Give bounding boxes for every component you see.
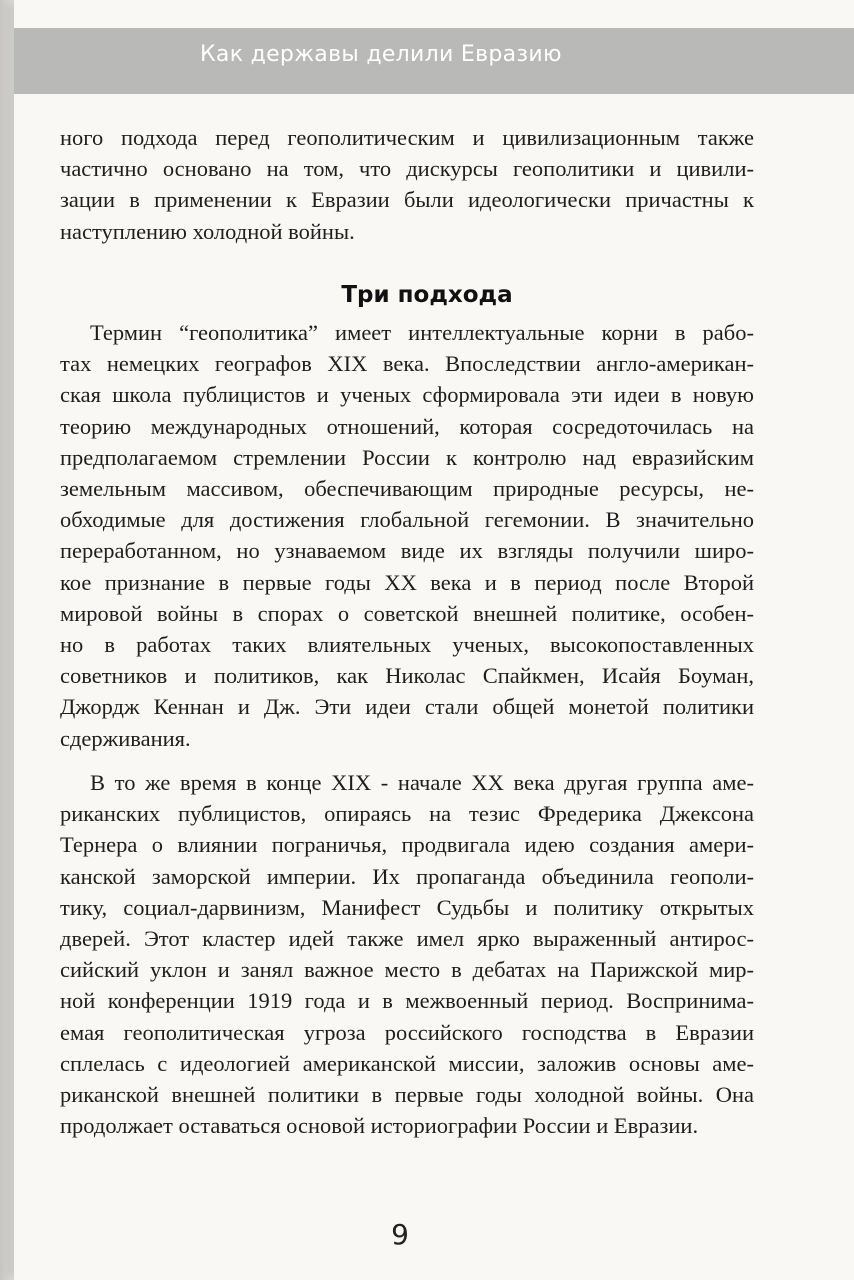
section-heading: Три подхода <box>341 282 513 308</box>
text-line: риканских публицистов, опираясь на тезис Фредерика Джексона <box>60 801 754 827</box>
text-line: советников и политиков, как Николас Спайкмен, Исайя Боуман, <box>60 663 754 689</box>
text-line: мировой войны в спорах о советской внешней политике, особен- <box>60 600 754 626</box>
text-line: ская школа публицистов и ученых сформировала эти идеи в новую <box>60 382 754 408</box>
intro-text <box>60 122 754 247</box>
text-line: сдерживания. <box>60 725 191 751</box>
text-line: продолжает оставаться основой историографии России и Евразии. <box>60 1113 699 1139</box>
text-line: емая геополитическая угроза российского господства в Евразии <box>60 1019 754 1045</box>
text-line: Термин “геополитика” имеет интеллектуальные корни в рабо- <box>90 320 754 345</box>
text-line: тику, социал-дарвинизм, Манифест Судьбы и политику открытых <box>60 894 754 920</box>
text-line: В то же время в конце XIX - начале XX века другая группа аме- <box>90 770 754 795</box>
running-header-title: Как державы делили Евразию <box>200 42 562 67</box>
paragraph-2 <box>60 767 754 1141</box>
text-line: ного подхода перед геополитическим и цивилизационным также <box>60 125 754 150</box>
text-line: сплелась с идеологией американской миссии, заложив основы аме- <box>60 1050 754 1076</box>
text-line: тах немецких географов XIX века. Впоследствии англо-американ- <box>60 351 754 377</box>
text-line: предполагаемом стремлении России к контролю над евразийским <box>60 444 754 470</box>
text-line: переработанном, но узнаваемом виде их взгляды получили широ- <box>60 538 754 564</box>
paragraph-1 <box>60 317 754 754</box>
text-line: частично основано на том, что дискурсы геополитики и цивили- <box>60 156 754 182</box>
text-line: дверей. Этот кластер идей также имел ярко выраженный антирос- <box>60 926 754 952</box>
text-line: земельным массивом, обеспечивающим природные ресурсы, не- <box>60 476 754 502</box>
text-line: Тернера о влиянии пограничья, продвигала идею создания амери- <box>60 832 754 858</box>
page-number: 9 <box>391 1218 409 1251</box>
text-line: кое признание в первые годы XX века и в период после Второй <box>60 569 754 595</box>
text-line: ной конференции 1919 года и в межвоенный период. Воспринима- <box>60 988 754 1014</box>
page-gutter <box>0 0 14 1280</box>
text-line: обходимые для достижения глобальной гегемонии. В значительно <box>60 507 754 533</box>
text-line: теорию международных отношений, которая сосредоточилась на <box>60 413 754 439</box>
text-line: наступлению холодной войны. <box>60 218 355 244</box>
text-line: сийский уклон и занял важное место в дебатах на Парижской мир- <box>60 957 754 983</box>
running-header <box>14 28 854 94</box>
text-line: канской заморской империи. Их пропаганда объединила геополи- <box>60 863 754 889</box>
text-line: Джордж Кеннан и Дж. Эти идеи стали общей монетой политики <box>60 694 754 720</box>
text-line: риканской внешней политики в первые годы холодной войны. Она <box>60 1082 754 1108</box>
text-line: зации в применении к Евразии были идеологически причастны к <box>60 187 754 213</box>
text-line: но в работах таких влиятельных ученых, высокопоставленных <box>60 632 754 658</box>
